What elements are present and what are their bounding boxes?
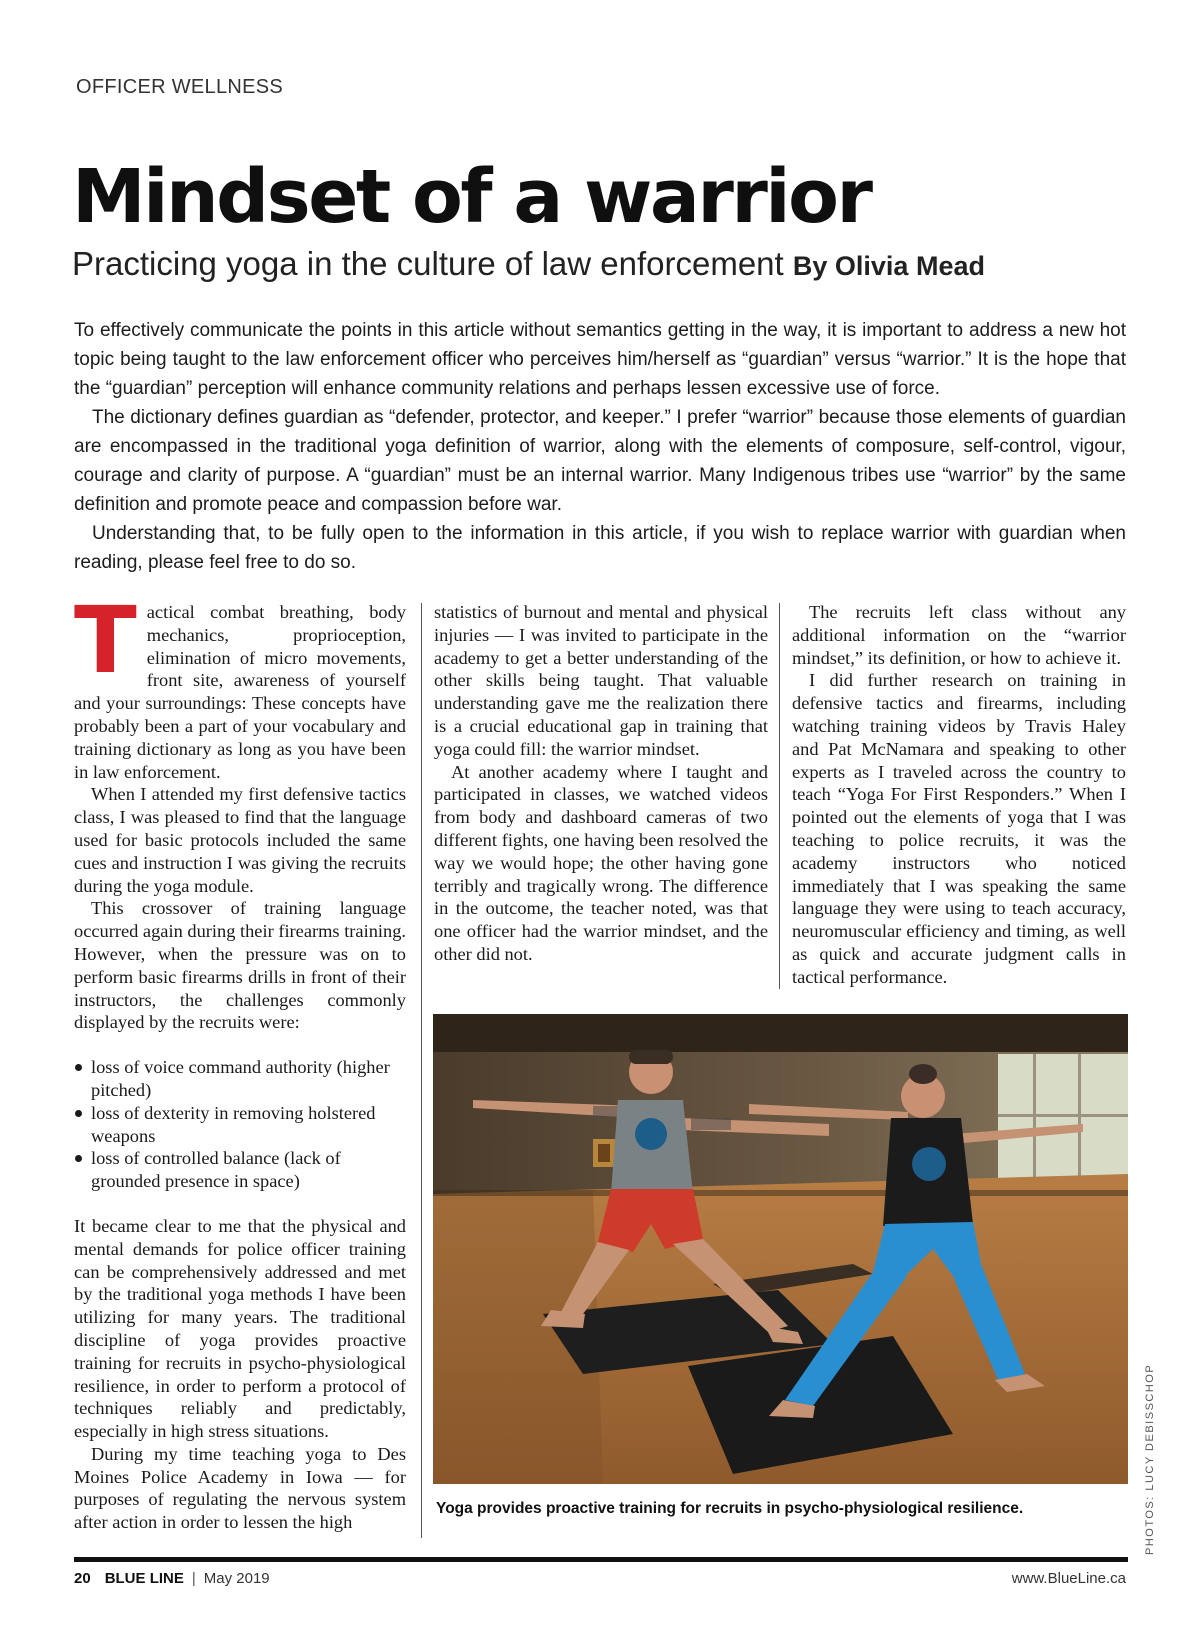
byline: By Olivia Mead — [792, 251, 985, 281]
intro-paragraph: The dictionary defines guardian as “defender, protector, and keeper.” I prefer “warrior” because those elements of guardian are encompassed in the traditional yoga definition of warrior, along with the elements of composure, self-control, vigour, courage and clarity of purpose. A “guardian” must be an internal warrior. Many Indigenous tribes use “warrior” by the same definition and promote peace and compassion before war. — [74, 407, 1126, 515]
section-label: OFFICER WELLNESS — [76, 76, 284, 98]
column-divider — [779, 603, 780, 989]
list-item — [74, 1056, 406, 1102]
article-paragraph: statistics of burnout and mental and physical injuries — I was invited to participate in the academy to get a better understanding of the other skills being taught. That valuable understanding gave me the realization there is a crucial educational gap in training that yoga could fill: the warrior mindset. — [434, 602, 768, 759]
article-column-2 — [434, 601, 768, 966]
intro-paragraph: Understanding that, to be fully open to the information in this article, if you wish to replace warrior with guardian when reading, please feel free to do so. — [74, 523, 1126, 573]
footer-rule — [74, 1557, 1128, 1562]
list-item-text: loss of controlled balance (lack of grounded presence in space) — [91, 1148, 341, 1192]
subhead-text: Practicing yoga in the culture of law enforcement — [72, 245, 784, 282]
article-paragraph: It became clear to me that the physical and mental demands for police officer training can be comprehensively addressed and met by the traditional yoga methods I have been utilizing for many years. The traditional discipline of yoga provides proactive training for recruits in psycho-physiological resilience, in order to perform a protocol of techniques reliably and predictably, especially in high stress situations. — [74, 1215, 406, 1442]
bullet-icon — [75, 1064, 82, 1071]
article-paragraph: At another academy where I taught and participated in classes, we watched videos from body and dashboard cameras of two different fights, one having been resolved the way we would hope; the other having gone terribly and tragically wrong. The difference in the outcome, the teacher noted, was that one officer had the warrior mindset, and the other did not. — [434, 761, 768, 964]
drop-cap: T — [74, 587, 137, 694]
article-paragraph: When I attended my first defensive tactics class, I was pleased to find that the language used for basic protocols included the same cues and instruction I was giving the recruits during the yoga module. — [74, 784, 406, 896]
list-item-text: loss of dexterity in removing holstered weapons — [91, 1102, 376, 1146]
magazine-name: BLUE LINE — [104, 1570, 184, 1587]
article-paragraph: This crossover of training language occurred again during their firearms training. However, when the pressure was on to perform basic firearms drills in front of their instructors, the challenges commonly displayed by the recruits were: — [74, 898, 406, 1033]
headline: Mindset of a warrior — [72, 154, 871, 240]
footer-separator: | — [191, 1570, 196, 1587]
page-number: 20 — [74, 1570, 91, 1587]
intro-paragraph: To effectively communicate the points in this article without semantics getting in the way, it is important to address a new hot topic being taught to the law enforcement officer who perceives him/herself as “guardian” versus “warrior.” It is the hope that the “guardian” perception will enhance community relations and perhaps lessen excessive use of force. — [74, 320, 1126, 399]
article-paragraph: During my time teaching yoga to Des Moines Police Academy in Iowa — for purposes of regulating the nervous system after action in order to lessen the high — [74, 1443, 406, 1533]
yoga-photo — [433, 1014, 1128, 1484]
challenges-list — [74, 1056, 406, 1193]
column-divider — [421, 603, 422, 1538]
article-paragraph — [74, 587, 406, 783]
list-item-text: loss of voice command authority (higher pitched) — [91, 1057, 390, 1100]
website-link[interactable]: www.BlueLine.ca — [1011, 1570, 1126, 1587]
subhead — [72, 246, 985, 282]
article-paragraph: I did further research on training in defensive tactics and firearms, including watching training videos by Travis Haley and Pat McNamara and speaking to other experts as I traveled across the country to teach “Yoga For First Responders.” When I pointed out the elements of yoga that I was teaching to police recruits, it was the academy instructors who noticed immediately that I was speaking the same language they were using to teach accuracy, neuromuscular efficiency and timing, as well as quick and accurate judgment calls in tactical performance. — [792, 670, 1126, 987]
paragraph-text: actical combat breathing, body mechanics, proprioception, elimination of micro movements, front site, awareness of yourself and your surroundings: These concepts have probably been a part of your vocabulary and training dictionary as long as you have been in law enforcement. — [74, 602, 406, 782]
issue-date: May 2019 — [203, 1570, 270, 1587]
bullet-icon — [75, 1110, 82, 1117]
intro — [74, 316, 1126, 577]
photo-caption: Yoga provides proactive training for recruits in psycho-physiological resilience. — [436, 1500, 1024, 1517]
article-column-1 — [74, 587, 406, 1537]
bullet-icon — [75, 1155, 82, 1162]
article-column-3 — [792, 601, 1126, 989]
yoga-photo-illustration — [433, 1014, 1128, 1484]
footer-left — [74, 1570, 270, 1587]
article-paragraph: The recruits left class without any additional information on the “warrior mindset,” its definition, or how to achieve it. — [792, 602, 1126, 668]
photo-credit: PHOTOS: LUCY DEBISSCHOP — [1144, 1363, 1156, 1555]
list-item — [74, 1147, 406, 1193]
list-item — [74, 1102, 406, 1148]
